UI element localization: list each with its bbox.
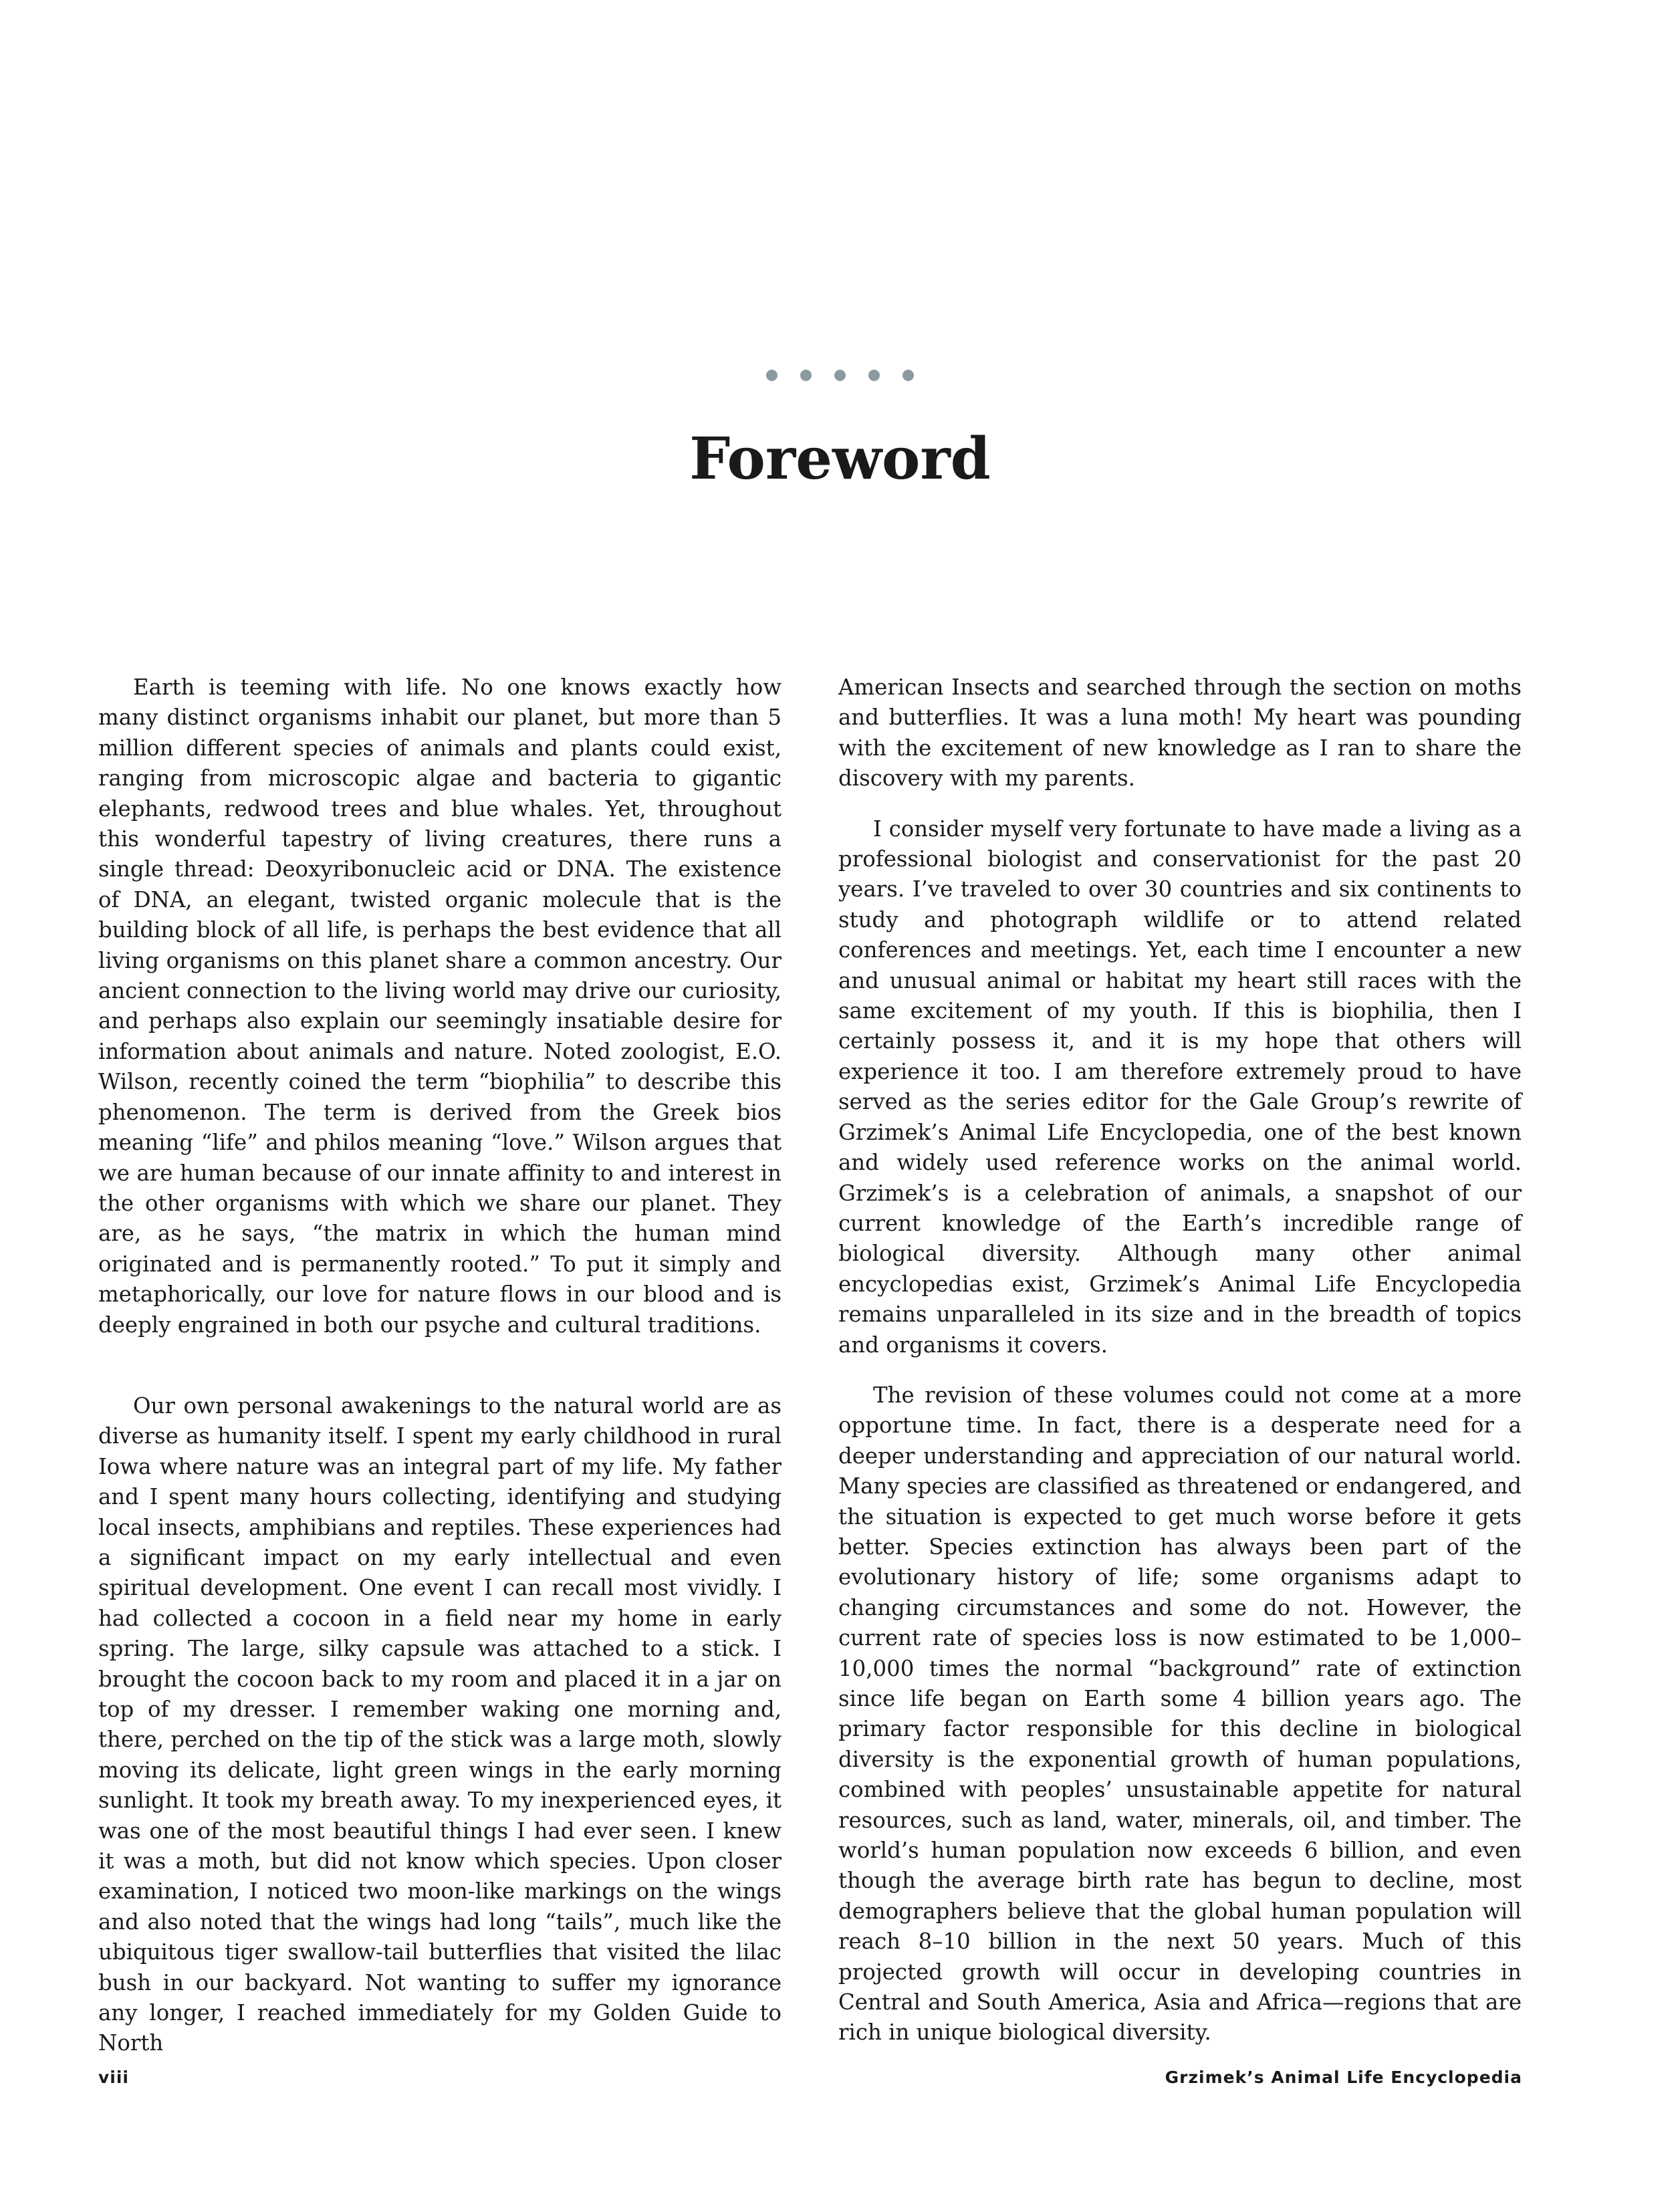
ornament-dot [903, 370, 914, 381]
ornament-dot [800, 370, 812, 381]
body-paragraph: Earth is teeming with life. No one knows exactly how many distinct organisms inhabit our planet, but more than 5 million different species of animals and plants could exist, ranging from microscopic algae and bacteria to gigantic elephants, redwood trees and blue whales. Yet, throughout this wonderful tapestry of living creatures, there runs a single thread: Deoxyribonucleic acid or DNA. The existence of DNA, an elegant, twisted organic molecule that is the building block of all life, is perhaps the best evidence that all living organisms on this planet share a common ancestry. Our ancient connection to the living world may drive our curiosity, and perhaps also explain our seemingly insatiable desire for information about animals and nature. Noted zoologist, E.O. Wilson, recently coined the term “biophilia” to describe this phenomenon. The term is derived from the Greek bios meaning “life” and philos meaning “love.” Wilson argues that we are human because of our innate affinity to and interest in the other organisms with which we share our planet. They are, as he says, “the matrix in which the human mind originated and is permanently rooted.” To put it simply and metaphorically, our love for nature flows in our blood and is deeply engrained in both our psyche and cultural traditions. [98, 675, 782, 1338]
ornament-dot [834, 370, 846, 381]
running-title: Grzimek’s Animal Life Encyclopedia [1165, 2068, 1522, 2087]
text-column-left [98, 672, 782, 2059]
body-paragraph: Our own personal awakenings to the natural world are as diverse as humanity itself. I spent my early childhood in rural Iowa where nature was an integral part of my life. My father and I spent many hours collecting, identifying and studying local insects, amphibians and reptiles. These experiences had a significant impact on my early intellectual and even spiritual development. One event I can recall most vividly. I had collected a cocoon in a field near my home in early spring. The large, silky capsule was attached to a stick. I brought the cocoon back to my room and placed it in a jar on top of my dresser. I remember waking one morning and, there, perched on the tip of the stick was a large moth, slowly moving its delicate, light green wings in the early morning sunlight. It took my breath away. To my inexperienced eyes, it was one of the most beautiful things I had ever seen. I knew it was a moth, but did not know which species. Upon closer examination, I noticed two moon-like markings on the wings and also noted that the wings had long “tails”, much like the ubiquitous tiger swallow-tail butterflies that visited the lilac bush in our backyard. Not wanting to suffer my ignorance any longer, I reached immediately for my Golden Guide to North [98, 1392, 782, 2056]
body-paragraph: I consider myself very fortunate to have made a living as a professional biologist and conservationist for the past 20 years. I’ve traveled to over 30 countries and six continents to study and photograph wildlife or to attend related conferences and meetings. Yet, each time I encounter a new and unusual animal or habitat my heart still races with the same excitement of my youth. If this is biophilia, then I certainly possess it, and it is my hope that others will experience it too. I am therefore extremely proud to have served as the series editor for the Gale Group’s rewrite of Grzimek’s Animal Life Encyclopedia, one of the best known and widely used reference works on the animal world. Grzimek’s is a celebration of animals, a snapshot of our current knowledge of the Earth’s incredible range of biological diversity. Although many other animal encyclopedias exist, Grzimek’s Animal Life Encyclopedia remains unparalleled in its size and in the breadth of topics and organisms it covers. [838, 816, 1522, 1358]
ornament-dots [0, 370, 1680, 381]
page-number: viii [98, 2068, 130, 2087]
ornament-dot [868, 370, 880, 381]
text-column-right [838, 672, 1522, 2048]
body-paragraph: American Insects and searched through the section on moths and butterflies. It was a luna moth! My heart was pounding with the excitement of new knowledge as I ran to share the discovery with my parents. [838, 675, 1522, 791]
ornament-dot [766, 370, 777, 381]
page-title: Foreword [689, 425, 991, 493]
body-paragraph: The revision of these volumes could not come at a more opportune time. In fact, there is a desperate need for a deeper understanding and appreciation of our natural world. Many species are classified as threatened or endangered, and the situation is expected to get much worse before it gets better. Species extinction has always been part of the evolutionary history of life; some organisms adapt to changing circumstances and some do not. However, the current rate of species loss is now estimated to be 1,000–10,000 times the normal “background” rate of extinction since life began on Earth some 4 billion years ago. The primary factor responsible for this decline in biological diversity is the exponential growth of human populations, combined with peoples’ unsustainable appetite for natural resources, such as land, water, minerals, oil, and timber. The world’s human population now exceeds 6 billion, and even though the average birth rate has begun to decline, most demographers believe that the global human population will reach 8–10 billion in the next 50 years. Much of this projected growth will occur in developing countries in Central and South America, Asia and Africa—regions that are rich in unique biological diversity. [838, 1382, 1522, 2046]
